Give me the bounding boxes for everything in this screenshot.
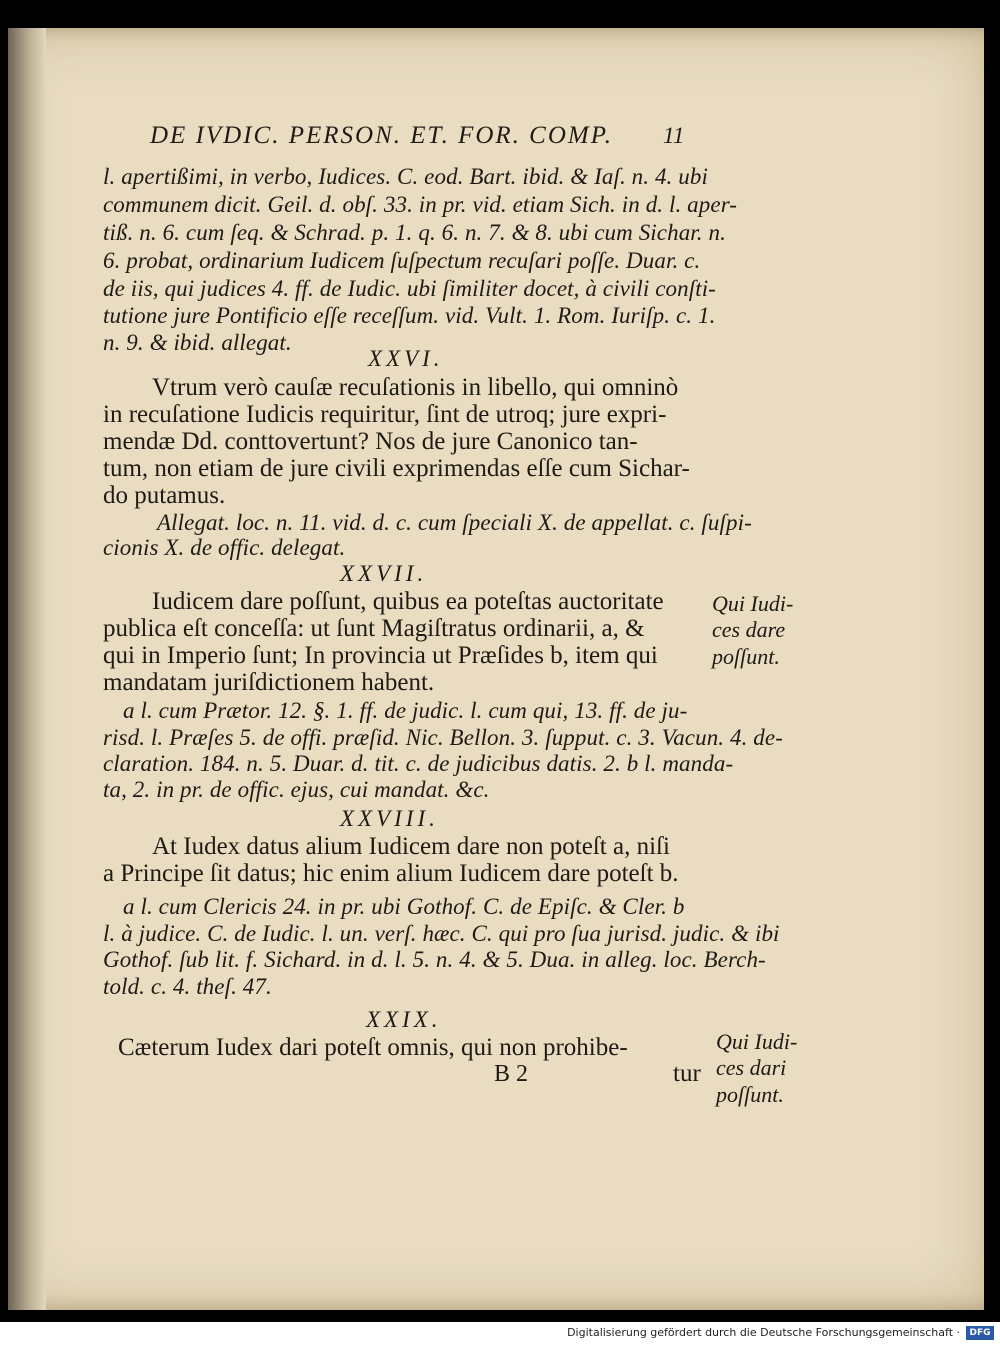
citation-line: cionis X. de offic. delegat.	[103, 535, 346, 560]
text-line: 6. probat, ordinarium Iudicem ſuſpectum recuſari poſſe. Duar. c.	[103, 248, 701, 273]
text-line: n. 9. & ibid. allegat.	[103, 330, 292, 355]
dfg-logo: DFG	[966, 1326, 994, 1340]
text-line: mandatam juriſdictionem habent.	[103, 669, 435, 696]
margin-note: poſſunt.	[716, 1082, 784, 1107]
section-number: XXIX.	[366, 1007, 442, 1032]
text-line: in recuſatione Iudicis requiritur, ſint de utroq; jure expri-	[103, 401, 667, 428]
text-line: Vtrum verò cauſæ recuſationis in libello, qui omninò	[152, 374, 679, 401]
margin-note: Qui Iudi-	[712, 591, 794, 616]
section-number: XXVI.	[368, 346, 444, 371]
text-line: communem dicit. Geil. d. obſ. 33. in pr. vid. etiam Sich. in d. l. aper-	[103, 192, 738, 217]
text-line: a Principe ſit datus; hic enim alium Iudicem dare poteſt b.	[103, 860, 679, 887]
footer-bar	[0, 1322, 1000, 1346]
text-line: tiß. n. 6. cum ſeq. & Schrad. p. 1. q. 6. n. 7. & 8. ubi cum Sichar. n.	[103, 220, 726, 245]
digitization-credit: Digitalisierung gefördert durch die Deutsche Forschungsgemeinschaft ·	[567, 1326, 960, 1339]
citation-line: a l. cum Clericis 24. in pr. ubi Gothof. C. de Epiſc. & Cler. b	[123, 894, 685, 919]
text-line: publica eſt conceſſa: ut ſunt Magiſtratus ordinarii, a, &	[103, 615, 645, 642]
section-number: XXVIII.	[340, 806, 439, 831]
text-line: tum, non etiam de jure civili exprimendas eſſe cum Sichar-	[103, 455, 690, 482]
signature-mark: B 2	[494, 1061, 529, 1087]
text-line: l. apertißimi, in verbo, Iudices. C. eod. Bart. ibid. & Iaſ. n. 4. ubi	[103, 164, 708, 189]
citation-line: a l. cum Prætor. 12. §. 1. ff. de judic. l. cum qui, 13. ff. de ju-	[123, 698, 688, 723]
text-line: At Iudex datus alium Iudicem dare non poteſt a, niſi	[152, 833, 670, 860]
page-gutter-shadow	[8, 28, 46, 1310]
citation-line: told. c. 4. theſ. 47.	[103, 974, 272, 999]
citation-line: l. à judice. C. de Iudic. l. un. verſ. hæc. C. qui pro ſua jurisd. judic. & ibi	[103, 921, 780, 946]
text-line: Cæterum Iudex dari poteſt omnis, qui non prohibe-	[118, 1034, 628, 1061]
citation-line: Allegat. loc. n. 11. vid. d. c. cum ſpeciali X. de appellat. c. ſuſpi-	[157, 510, 752, 535]
margin-note: Qui Iudi-	[716, 1029, 798, 1054]
text-line: Iudicem dare poſſunt, quibus ea poteſtas auctoritate	[152, 588, 664, 615]
text-line: mendæ Dd. conttovertunt? Nos de jure Canonico tan-	[103, 428, 638, 455]
text-line: do putamus.	[103, 482, 226, 509]
text-line: de iis, qui judices 4. ff. de Iudic. ubi ſimiliter docet, à civili conſti-	[103, 276, 716, 301]
text-line: qui in Imperio ſunt; In provincia ut Præſides b, item qui	[103, 642, 658, 669]
text-line: tutione jure Pontificio eſſe receſſum. vid. Vult. 1. Rom. Iuriſp. c. 1.	[103, 303, 716, 328]
running-title: DE IVDIC. PERSON. ET. FOR. COMP.	[150, 122, 614, 149]
citation-line: risd. l. Præſes 5. de offi. præſid. Nic. Bellon. 3. ſupput. c. 3. Vacun. 4. de-	[103, 725, 783, 750]
margin-note: ces dari	[716, 1055, 787, 1080]
catchword: tur	[673, 1060, 701, 1087]
citation-line: claration. 184. n. 5. Duar. d. tit. c. de judicibus datis. 2. b l. manda-	[103, 751, 734, 776]
margin-note: poſſunt.	[712, 644, 780, 669]
section-number: XXVII.	[340, 561, 428, 586]
page-number: 11	[663, 123, 685, 148]
citation-line: Gothof. ſub lit. f. Sichard. in d. l. 5. n. 4. & 5. Dua. in alleg. loc. Berch-	[103, 947, 766, 972]
margin-note: ces dare	[712, 617, 786, 642]
citation-line: ta, 2. in pr. de offic. ejus, cui mandat. &c.	[103, 777, 490, 802]
